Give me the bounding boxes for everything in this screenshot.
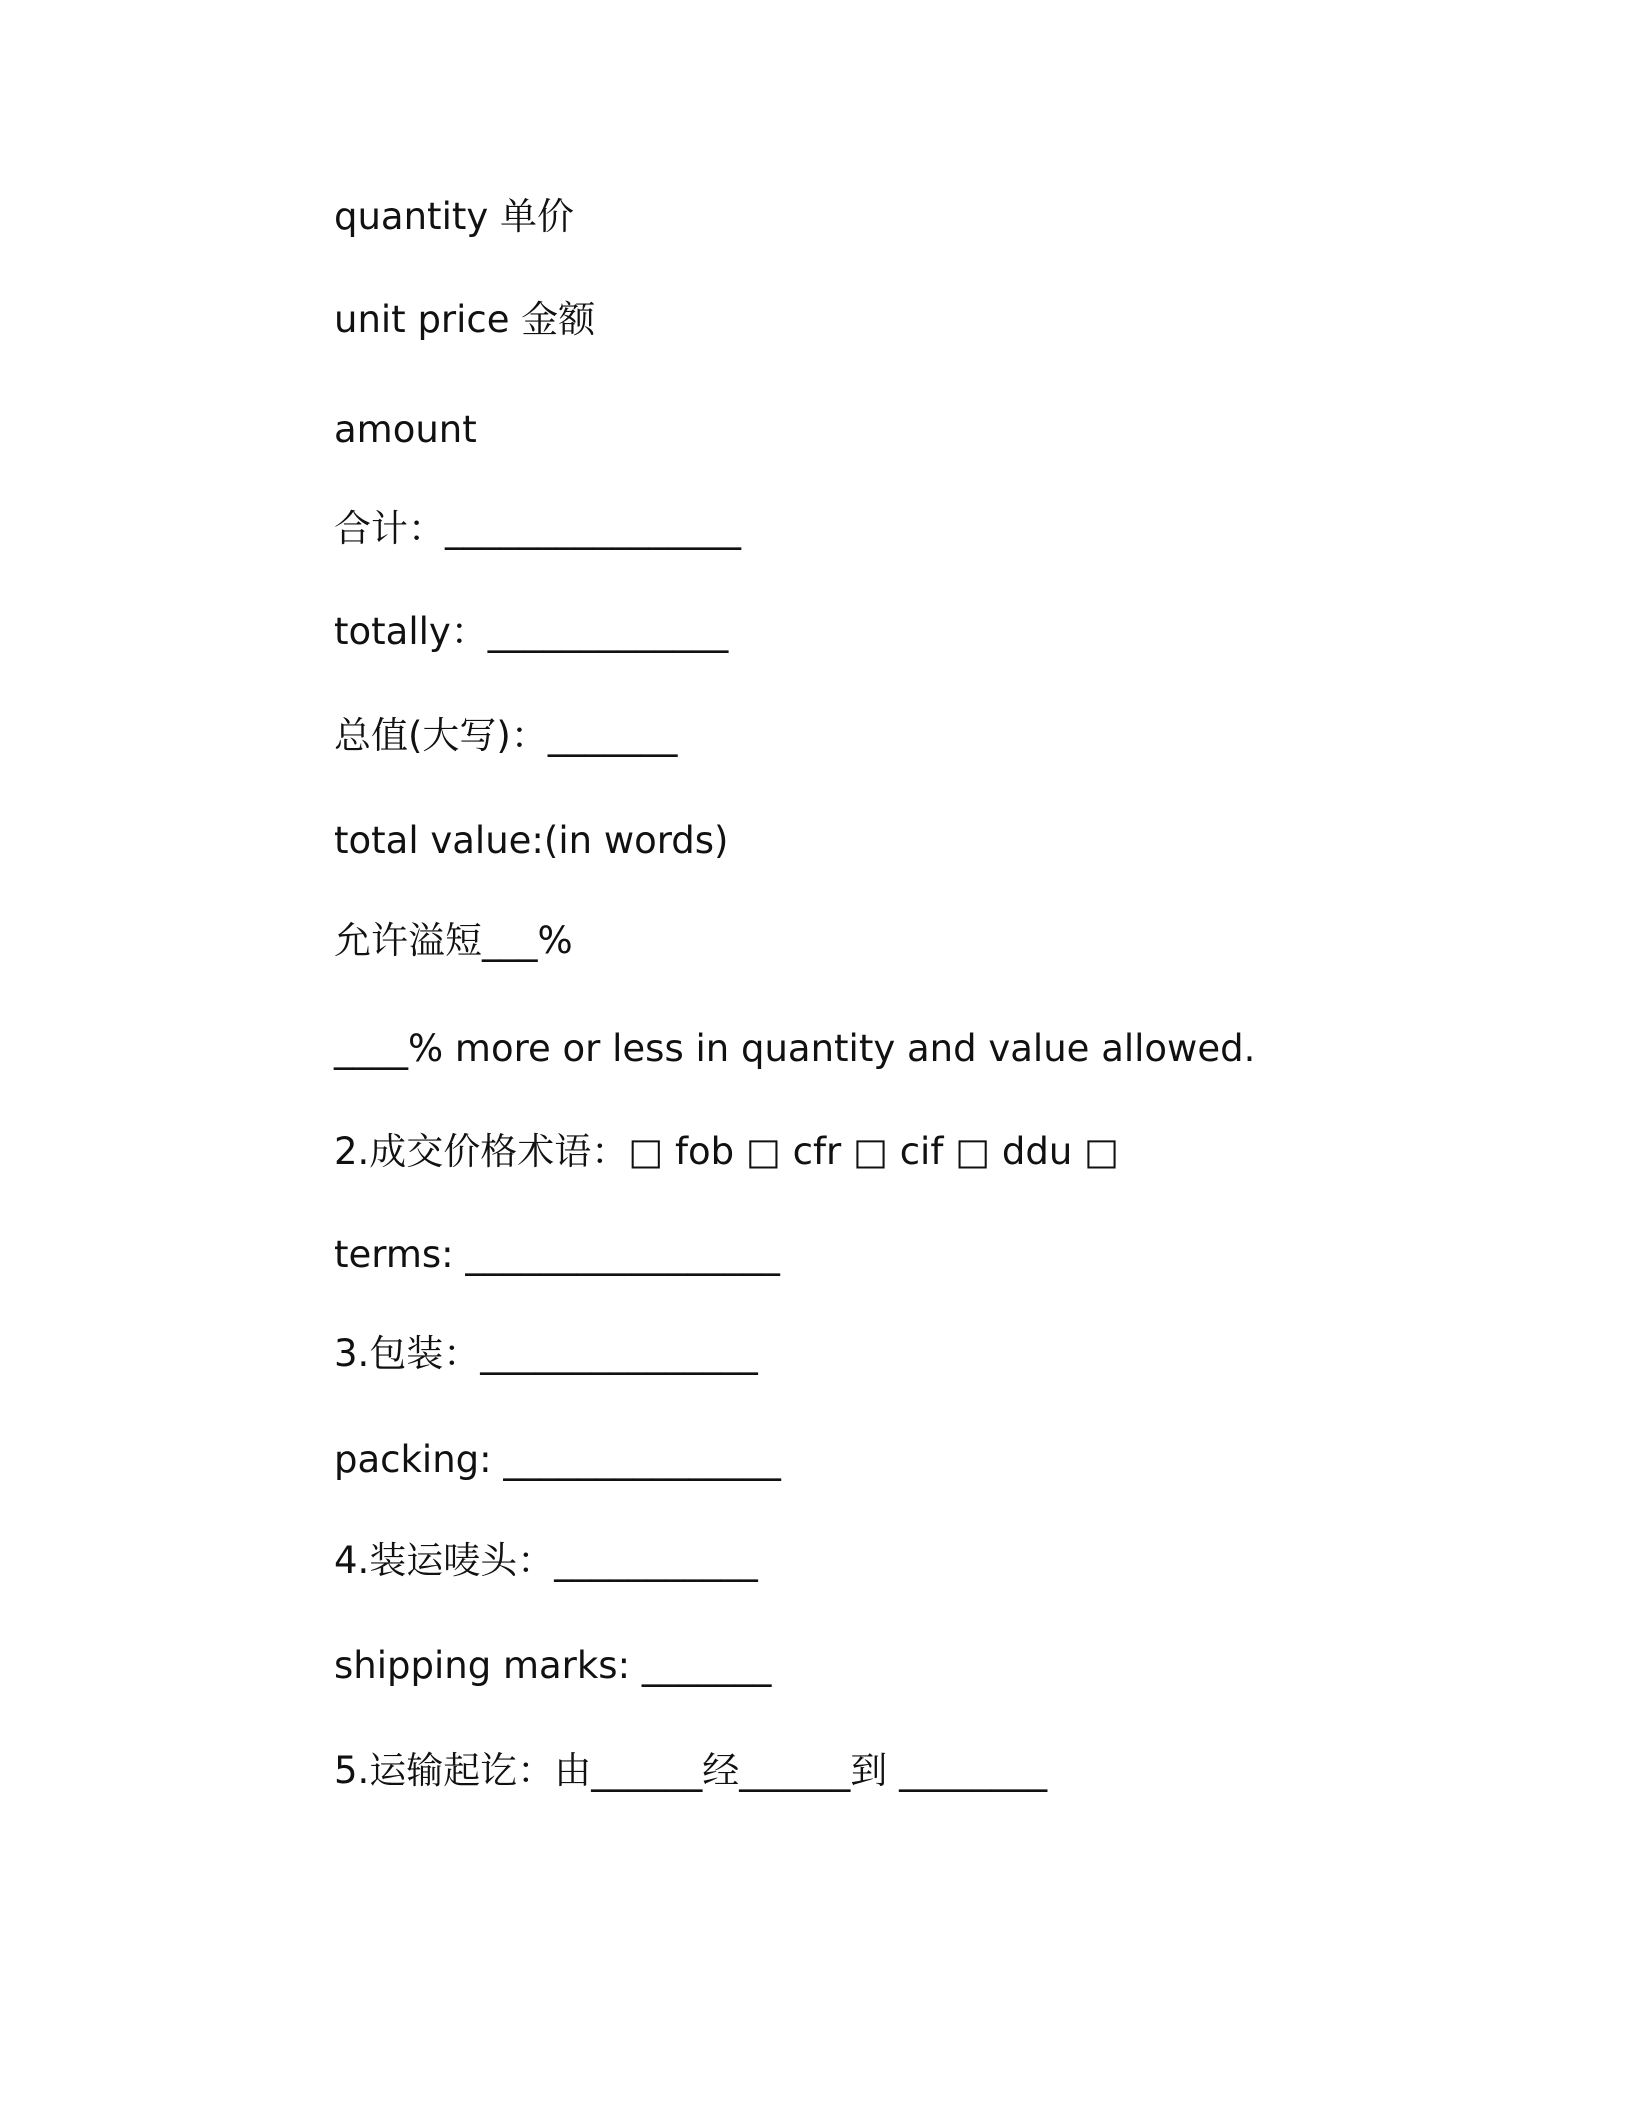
field-total-cn: 合计：________________	[334, 507, 741, 550]
field-packing-cn: 3.包装：_______________	[334, 1332, 758, 1375]
field-shipping-marks-cn: 4.装运唛头：___________	[334, 1539, 758, 1582]
label-amount: amount	[334, 408, 477, 451]
field-totally: totally：_____________	[334, 610, 729, 653]
field-tolerance-cn: 允许溢短___%	[334, 919, 573, 962]
field-total-value-cn: 总值(大写)：_______	[334, 714, 678, 757]
field-terms: terms: _________________	[334, 1233, 780, 1276]
field-transport-route-cn: 5.运输起讫：由______经______到 ________	[334, 1749, 1048, 1792]
field-trade-terms-cn: 2.成交价格术语：□ fob □ cfr □ cif □ ddu □	[334, 1130, 1119, 1173]
label-total-value-in-words: total value:(in words)	[334, 819, 729, 862]
field-packing: packing: _______________	[334, 1438, 781, 1481]
label-unit-price-amount: unit price 金额	[334, 298, 596, 341]
label-quantity-unit-price: quantity 单价	[334, 195, 575, 238]
field-tolerance-en: ____% more or less in quantity and value allowed.	[334, 1027, 1256, 1070]
field-shipping-marks: shipping marks: _______	[334, 1644, 772, 1687]
